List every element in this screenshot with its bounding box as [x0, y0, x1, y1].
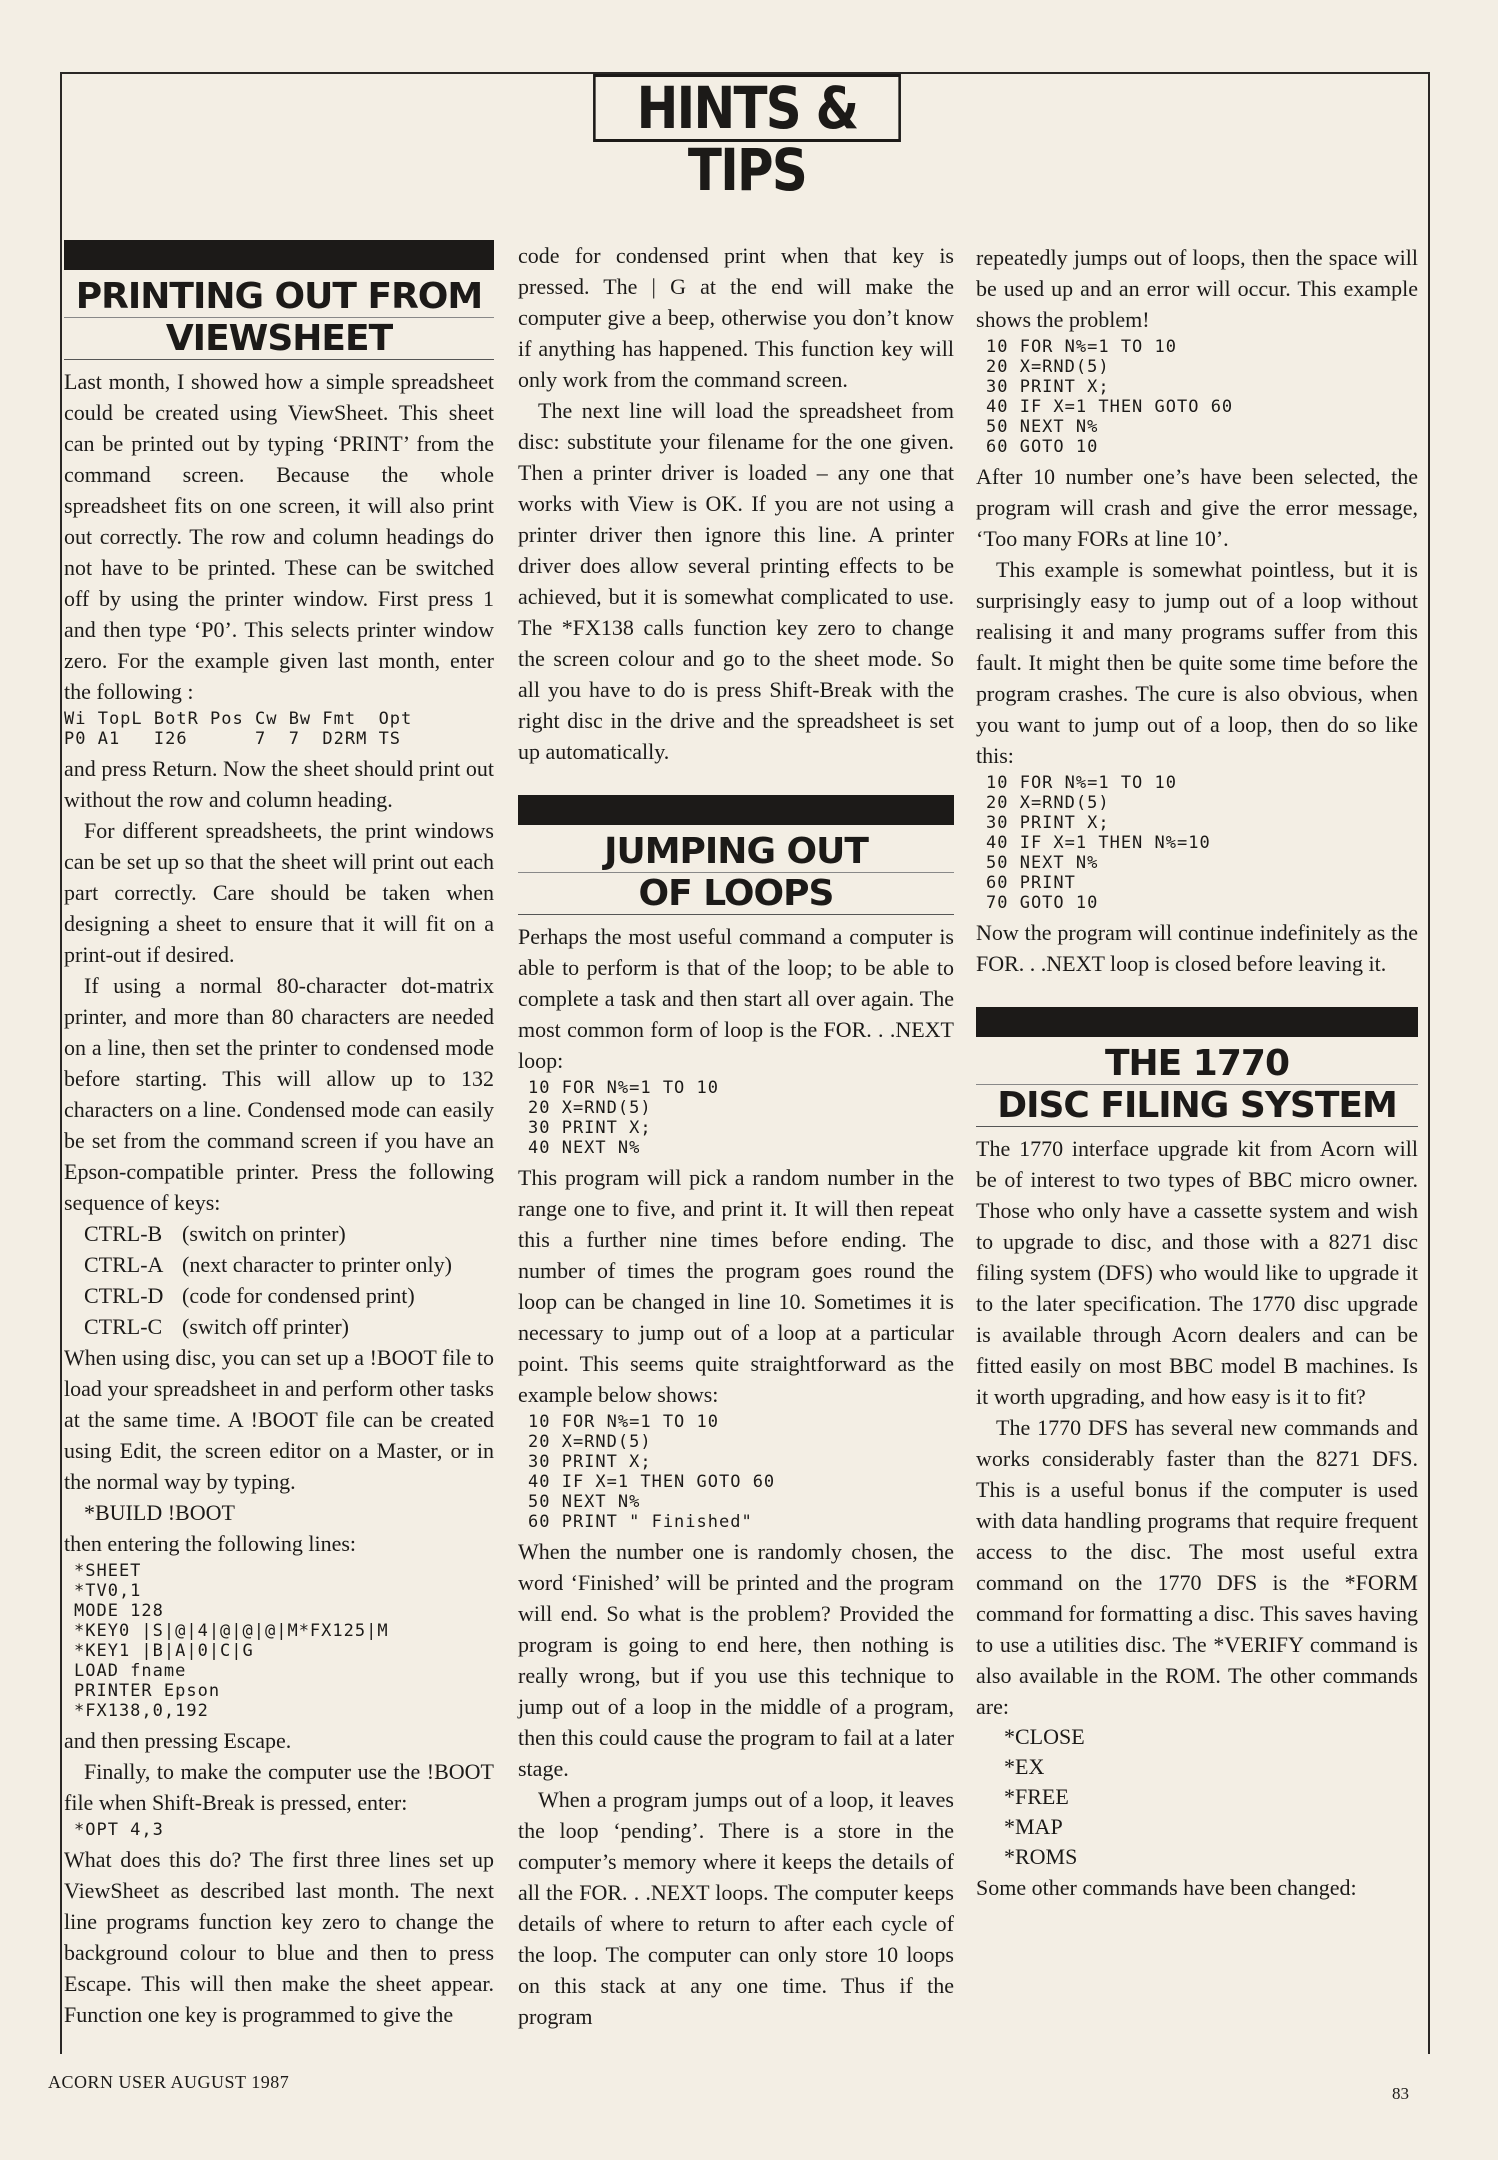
paragraph: If using a normal 80-character dot-matrix printer, and more than 80 characters are needed on a line, then set the printer to condensed mode before starting. This will allow up to 132 characters on a line. Condensed mode can easily be set from the command screen if you have an Epson-compatible printer. Press the following sequence of keys: — [64, 973, 494, 1215]
paragraph: What does this do? The first three lines set up ViewSheet as described last month. The next line programs function key zero to change the background colour to blue and then to press Escape. This will then make the sheet appear. Function one key is programmed to give the — [64, 1847, 494, 2027]
paragraph: This program will pick a random number in the range one to five, and print it. It will then repeat this a further nine times before ending. The number of times the program goes round the loop can be changed in line 10. Sometimes it is necessary to jump out of a loop at a particular point. This seems quite straightforward as the example below shows: — [518, 1165, 954, 1407]
paragraph: repeatedly jumps out of loops, then the space will be used up and an error will occur. This example shows the problem! — [976, 245, 1418, 332]
paragraph: For different spreadsheets, the print windows can be set up so that the sheet will print out each part correctly. Care should be taken when designing a sheet to ensure that it will fit on a print-out if desired. — [64, 818, 494, 967]
page-number: 83 — [1392, 2084, 1409, 2103]
build-command: *BUILD !BOOT — [84, 1500, 235, 1525]
code-block: 10 FOR N%=1 TO 10 20 X=RND(5) 30 PRINT X; 40 IF X=1 THEN GOTO 60 50 NEXT N% 60 PRINT " Finished" — [528, 1412, 776, 1532]
paragraph: Perhaps the most useful command a computer is able to perform is that of the loop; to be able to complete a task and then start all over again. The most common form of loop is the FOR. . .NEXT loop: — [518, 924, 954, 1073]
section-bar — [518, 795, 954, 825]
ctrl-key-list — [64, 1218, 494, 1342]
code-block: Wi TopL BotR Pos Cw Bw Fmt Opt P0 A1 I26 7 7 D2RM TS — [64, 709, 413, 749]
command-item: *FREE — [1004, 1784, 1069, 1809]
section-heading-disc: THE 1770 DISC FILING SYSTEM — [976, 1043, 1418, 1127]
paragraph: This example is somewhat pointless, but it is surprisingly easy to jump out of a loop without realising it and many programs suffer from this fault. It might then be quite some time before the program crashes. The cure is also obvious, when you want to jump out of a loop, then do so like this: — [976, 557, 1418, 768]
paragraph: code for condensed print when that key is pressed. The | G at the end will make the computer give a beep, otherwise you don’t know if anything has happened. This function key will only work from the command screen. — [518, 243, 954, 392]
paragraph: After 10 number one’s have been selected, the program will crash and give the error message, ‘Too many FORs at line 10’. — [976, 464, 1418, 551]
code-block: 10 FOR N%=1 TO 10 20 X=RND(5) 30 PRINT X; 40 IF X=1 THEN N%=10 50 NEXT N% 60 PRINT 70 GOTO 10 — [986, 773, 1211, 913]
paragraph: When a program jumps out of a loop, it leaves the loop ‘pending’. There is a store in the computer’s memory where it keeps the details of all the FOR. . .NEXT loops. The computer keeps details of where to return to after each cycle of the loop. The computer can only store 10 loops on this stack at any one time. Thus if the program — [518, 1787, 954, 2029]
ctrl-key-item: CTRL-C (switch off printer) — [84, 1314, 349, 1339]
command-item: *CLOSE — [1004, 1724, 1085, 1749]
command-item: *MAP — [1004, 1814, 1063, 1839]
paragraph: When the number one is randomly chosen, the word ‘Finished’ will be printed and the program will end. So what is the problem? Provided the program is going to end here, then nothing is really wrong, but if you use this technique to jump out of a loop in the middle of a program, then this could cause the program to fail at a later stage. — [518, 1539, 954, 1781]
section-bar — [64, 240, 494, 270]
paragraph: The 1770 interface upgrade kit from Acorn will be of interest to two types of BBC micro owner. Those who only have a cassette system and wish to upgrade to disc, and those with a 8271 disc filing system (DFS) who would like to upgrade it to the later specification. The 1770 disc upgrade is available through Acorn dealers and can be fitted easily on most BBC model B machines. Is it worth upgrading, and how easy is it to fit? — [976, 1136, 1418, 1409]
paragraph: The 1770 DFS has several new commands and works considerably faster than the 8271 DFS. This is a useful bonus if the computer is used with data handling programs that require frequent access to the disc. The most useful extra command on the 1770 DFS is the *FORM command for formatting a disc. This saves having to use a utilities disc. The *VERIFY command is also available in the ROM. The other commands are: — [976, 1415, 1418, 1719]
paragraph: When using disc, you can set up a !BOOT file to load your spreadsheet in and perform other tasks at the same time. A !BOOT file can be created using Edit, the screen editor on a Master, or in the normal way by typing. — [64, 1345, 494, 1494]
footer-publication: ACORN USER AUGUST 1987 — [48, 2072, 290, 2092]
paragraph: Now the program will continue indefinitely as the FOR. . .NEXT loop is closed before leaving it. — [976, 920, 1418, 976]
paragraph: and then pressing Escape. — [64, 1728, 292, 1753]
masthead-title: HINTS & TIPS — [593, 74, 901, 142]
paragraph: The next line will load the spreadsheet from disc: substitute your filename for the one given. Then a printer driver is loaded – any one that works with View is OK. If you are not using a printer driver then ignore this line. A printer driver does allow several printing effects to be achieved, but it is somewhat complicated to use. The *FX138 calls function key zero to change the screen colour and go to the sheet mode. So all you have to do is press Shift-Break with the right disc in the drive and the spreadsheet is set up automatically. — [518, 398, 954, 764]
command-item: *ROMS — [1004, 1844, 1078, 1869]
ctrl-key-item: CTRL-D (code for condensed print) — [84, 1283, 415, 1308]
column-2 — [518, 240, 954, 2032]
code-block: 10 FOR N%=1 TO 10 20 X=RND(5) 30 PRINT X; 40 NEXT N% — [528, 1078, 719, 1158]
command-item: *EX — [1004, 1754, 1045, 1779]
paragraph: Last month, I showed how a simple spreadsheet could be created using ViewSheet. This sheet can be printed out by typing ‘PRINT’ from the command screen. Because the whole spreadsheet fits on one screen, it will also print out correctly. The row and column headings do not have to be printed. These can be switched off by using the printer window. First press 1 and then type ‘P0’. This selects printer window zero. For the example given last month, enter the following : — [64, 369, 494, 704]
column-3 — [976, 242, 1418, 1903]
code-block: *SHEET *TV0,1 MODE 128 *KEY0 |S|@|4|@|@|@|M*FX125|M *KEY1 |B|A|0|C|G LOAD fname PRINTER Epson *FX138,0,192 — [74, 1561, 389, 1721]
code-block: 10 FOR N%=1 TO 10 20 X=RND(5) 30 PRINT X; 40 IF X=1 THEN GOTO 60 50 NEXT N% 60 GOTO 10 — [986, 337, 1234, 457]
command-list — [976, 1722, 1418, 1872]
section-heading-loops: JUMPING OUT OF LOOPS — [518, 831, 954, 915]
paragraph: then entering the following lines: — [64, 1531, 357, 1556]
column-1 — [64, 240, 494, 2030]
section-bar — [976, 1007, 1418, 1037]
section-heading-printing: PRINTING OUT FROM VIEWSHEET — [64, 276, 494, 360]
paragraph: and press Return. Now the sheet should print out without the row and column heading. — [64, 756, 494, 812]
ctrl-key-item: CTRL-B (switch on printer) — [84, 1221, 346, 1246]
paragraph: Some other commands have been changed: — [976, 1875, 1357, 1900]
paragraph: Finally, to make the computer use the !BOOT file when Shift-Break is pressed, enter: — [64, 1759, 494, 1815]
ctrl-key-item: CTRL-A (next character to printer only) — [84, 1252, 452, 1277]
code-block: *OPT 4,3 — [74, 1820, 164, 1840]
